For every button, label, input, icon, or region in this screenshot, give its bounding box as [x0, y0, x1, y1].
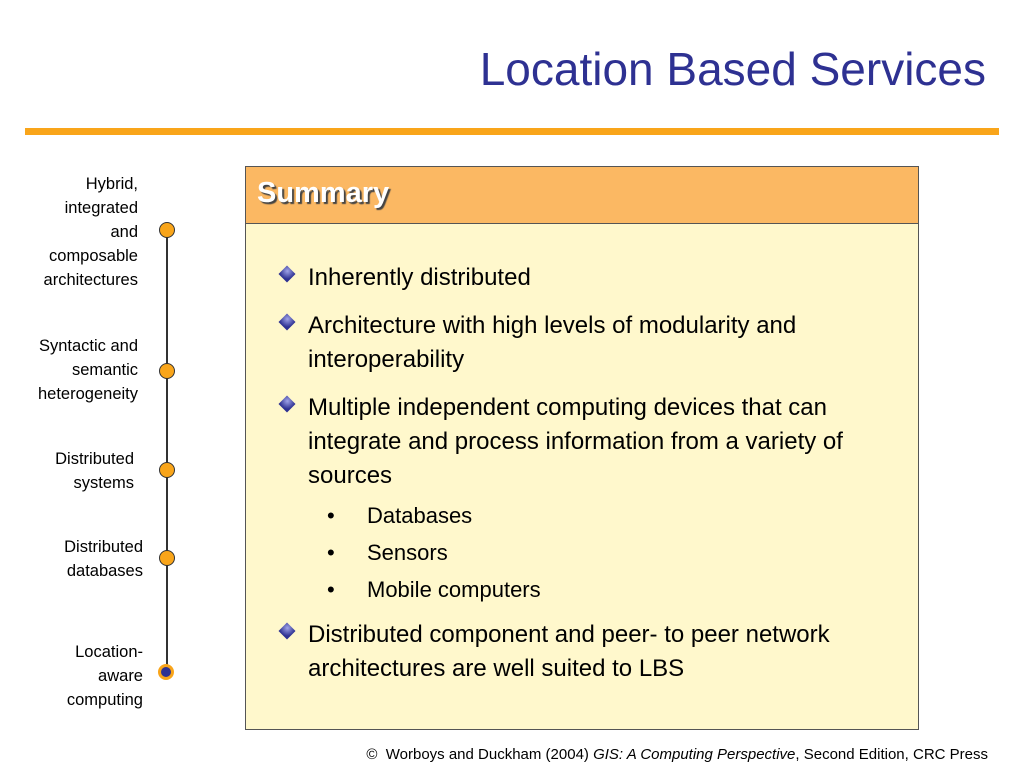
nav-dot-distributed-systems[interactable]	[159, 462, 175, 478]
copyright-symbol: ©	[366, 746, 378, 763]
citation-footer	[366, 746, 988, 763]
sub-bullet-item	[308, 497, 899, 534]
title-underline	[25, 128, 999, 135]
nav-dot-location-aware-active[interactable]	[158, 664, 174, 680]
summary-panel	[245, 166, 919, 730]
sub-bullet-dot: •	[327, 503, 335, 528]
bullet-item	[279, 261, 899, 295]
bullet-text: Inherently distributed	[308, 264, 531, 291]
nav-dot-hybrid[interactable]	[159, 222, 175, 238]
bullet-text: Multiple independent computing devices that can integrate and process information from a variety of sources	[308, 394, 843, 489]
slide-title: Location Based Services	[479, 43, 986, 95]
sub-bullet-text: Databases	[367, 503, 473, 528]
sub-bullet-text: Mobile computers	[367, 577, 541, 602]
nav-dot-heterogeneity[interactable]	[159, 363, 175, 379]
nav-label-distributed-databases: Distributed databases	[64, 538, 143, 580]
diamond-bullet-icon	[279, 266, 296, 283]
summary-header	[246, 167, 918, 224]
nav-dot-distributed-databases[interactable]	[159, 550, 175, 566]
sub-bullet-item	[308, 534, 899, 571]
nav-label-distributed-systems: Distributed systems	[55, 450, 134, 492]
bullet-text: Distributed component and peer- to peer network architectures are well suited to LBS	[308, 621, 830, 682]
diamond-bullet-icon	[279, 396, 296, 413]
nav-label-location-aware: Location- aware computing	[66, 643, 143, 709]
summary-heading: Summary	[257, 177, 390, 209]
nav-label-hybrid: Hybrid, integrated and composable architectures	[43, 175, 138, 289]
nav-label-heterogeneity: Syntactic and semantic heterogeneity	[38, 337, 138, 403]
bullet-item	[279, 618, 899, 686]
diamond-bullet-icon	[279, 314, 296, 331]
bullet-text: Architecture with high levels of modularity and interoperability	[308, 312, 797, 373]
citation-authors: Worboys and Duckham (2004)	[385, 746, 589, 763]
citation-edition: , Second Edition, CRC Press	[795, 746, 988, 763]
sub-bullet-text: Sensors	[367, 540, 448, 565]
citation-book-title: GIS: A Computing Perspective	[593, 746, 796, 763]
summary-bullet-list	[279, 261, 899, 700]
sub-bullet-list	[308, 497, 899, 608]
bullet-item	[279, 391, 899, 608]
bullet-item	[279, 309, 899, 377]
diamond-bullet-icon	[279, 623, 296, 640]
nav-connector-line	[166, 230, 168, 674]
sub-bullet-item	[308, 571, 899, 608]
sub-bullet-dot: •	[327, 577, 335, 602]
sub-bullet-dot: •	[327, 540, 335, 565]
